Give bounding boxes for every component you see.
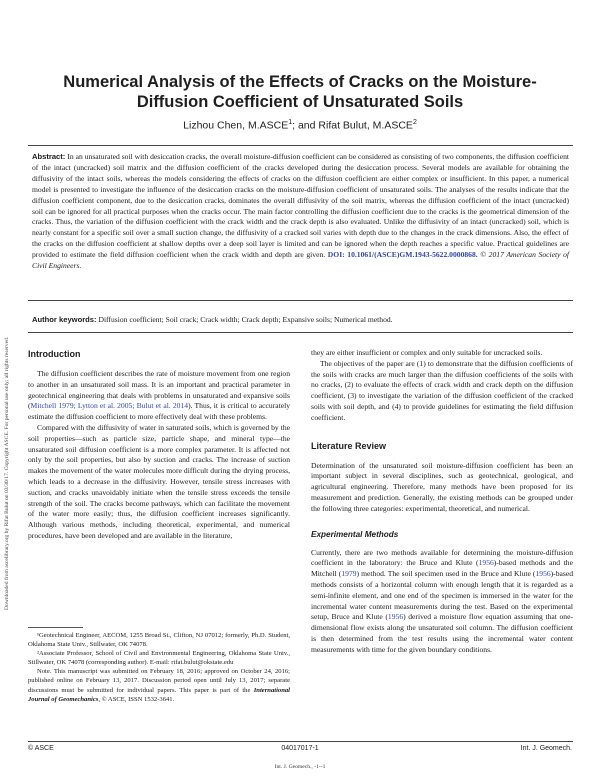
intro-p1-text-b: ). Thus, it is critical to accurately estimate the diffusion coefficient to more effectively deal with these problems.: [28, 401, 290, 422]
keywords-label: Author keywords:: [32, 315, 97, 324]
abstract-paragraph: [32, 152, 569, 272]
author-2-mark: 2: [412, 119, 417, 126]
submission-note: [28, 667, 290, 703]
footnote-2: ²Associate Professor, School of Civil and Environmental Engineering, Oklahoma State Univ., Stillwater, OK 74078 (corresponding author). E-mail: rifat.bulut@okstate.edu: [28, 650, 290, 667]
experimental-methods-paragraph: [311, 548, 573, 656]
submission-note-text-a: Note. This manuscript was submitted on February 18, 2016; approved on October 24, 2016; published online on February 13, 2017. Discussion period open until July 13, 2017; separate discussions must be submitted for individual papers. This paper is part of the: [28, 668, 290, 694]
keywords-line: [32, 315, 572, 325]
intro-citations[interactable]: Mitchell 1979; Lytton et al. 2005; Bulut et al. 2014: [30, 401, 189, 411]
citation-bruce-klute-2[interactable]: 1956: [535, 569, 551, 579]
footnote-1: ¹Geotechnical Engineer, AECOM, 1255 Broad St., Clifton, NJ 07012; formerly, Ph.D. Student, Oklahoma State Univ., Stillwater, OK 74078.: [28, 632, 290, 649]
citation-bruce-klute-3[interactable]: 1956: [387, 612, 404, 622]
journal-name: International Journal of Geomechanics: [28, 686, 290, 703]
intro-continuation: they are either insufficient or complex and only suitable for uncracked soils.: [311, 348, 543, 357]
bottom-citation: Int. J. Geomech., -1--1: [274, 764, 326, 770]
copyright-notice: © 2017 American Society of Civil Engineers.: [32, 250, 569, 271]
submission-note-text-b: , © ASCE, ISSN 1532-3641.: [98, 695, 175, 703]
exp-text-b: )-based methods and the Mitchell (: [311, 558, 573, 579]
intro-paragraph-2: Compared with the diffusivity of water in saturated soils, which is governed by the soil properties—such as particle size, particle shape, and mineral type—the unsaturated soil diffusion coefficient is a more complex parameter. It is affected not only by the soil properties, but also by suction and cracks. The increase of suction makes the movement of the water molecules more difficult during the drying process, which leads to a decrease in the diffusivity. However, tensile stress increases with suction, and cracks unavoidably initiate when the tensile stress exceeds the tensile strength of the soil. The cracks become pathways, which can facilitate the movement of the water more easily; thus, the diffusion coefficient increases significantly. Although various methods, including theoretical, experimental, and numerical procedures, have been developed and are available in the literature,: [28, 422, 290, 540]
author-1: Lizhou Chen, M.ASCE: [183, 119, 289, 132]
abstract-box: [28, 145, 573, 301]
exp-text-e: ) derived a moisture flow equation assuming that one-dimensional flow exists along the unsaturated soil column. The diffusion coefficient is then determined from the test results using the incremental water content measurements with time for the given boundary conditions.: [311, 612, 573, 654]
objectives-paragraph: The objectives of the paper are (1) to demonstrate that the diffusion coefficients of the soils with cracks are much larger than the diffusion coefficients of the soils with no cracks, (2) to evaluate the effects of crack width and crack depth on the diffusion coefficient, (3) to investigate the variation of the diffusion coefficient of the cracked soils with soil depth, and (4) to provide guidelines for estimating the field diffusion coefficient.: [311, 358, 573, 422]
exp-text-d: )-based methods consists of a horizontal column with enough length that it is regarded as a semi-infinite element, and one end of the specimen is immersed in the water for the incremental water content measurements during the test. Based on the experimental setup, Bruce and Klute (: [311, 569, 574, 622]
intro-paragraph-1: [28, 369, 290, 423]
citation-mitchell[interactable]: 1979: [341, 569, 357, 579]
keywords-divider: [28, 332, 573, 333]
citation-bruce-klute-1[interactable]: 1956: [478, 558, 494, 568]
right-column: [311, 348, 573, 656]
footer-divider: [28, 741, 573, 742]
abstract-text: In an unsaturated soil with desiccation cracks, the overall moisture-diffusion coefficient can be considered as consisting of two components, the diffusion coefficient of the intact (uncracked) soil matrix and the diffusion coefficient of the cracks developed during the desiccation process. Several models are available for obtaining the diffusivity of the intact soils, whereas the models considering the effects of cracks on the diffusion coefficient are either complex or insufficient. In this paper, a numerical model is presented to investigate the influence of the desiccation cracks on the moisture-diffusion coefficient of unsaturated soils. The analyses of the results indicate that the diffusion coefficient component, due to the desiccation cracks, dominates the overall diffusivity of the soil matrix, whereas the diffusion coefficient of the intact (uncracked) soil can be ignored for all practical purposes when the cracks occur. The main factor controlling the diffusion coefficient due to the cracks is the geometrical dimension of the cracks. Thus, the variation of the diffusion coefficient with the crack width and the crack depth is also evaluated. Unlike the diffusivity of an intact (uncracked) soil, which is nearly constant for a specific soil over a small suction change, the diffusivity of a cracked soil varies with depth due to the changes in the crack dimensions. Also, the effect of the cracks on the diffusion coefficient at shallow depths over a deep soil layer is limited and can be ignored when the depth reaches a specific value. Practical guidelines are provided to estimate the field diffusion coefficient when the crack width and depth are given.: [32, 152, 569, 260]
author-2: Rifat Bulut, M.ASCE: [318, 119, 413, 132]
doi-link[interactable]: DOI: 10.1061/(ASCE)GM.1943-5622.0000868.: [327, 250, 478, 260]
abstract-label: Abstract:: [32, 152, 66, 161]
literature-review-heading: Literature Review: [311, 440, 387, 451]
footer-journal: Int. J. Geomech.: [520, 745, 572, 752]
footer-left: © ASCE: [28, 745, 54, 752]
keywords-text: Diffusion coefficient; Soil crack; Crack width; Crack depth; Expansive soils; Numerical method.: [96, 315, 393, 324]
intro-heading: Introduction: [28, 349, 81, 359]
exp-text-c: ) method. The soil specimen used in the Bruce and Klute (: [356, 569, 536, 579]
footer-page-id: 04017017-1: [281, 745, 319, 752]
left-column: [28, 348, 290, 542]
author-1-mark: 1: [288, 119, 293, 126]
experimental-methods-heading: Experimental Methods: [311, 529, 399, 539]
footnotes: [28, 631, 290, 704]
literature-review-paragraph: Determination of the unsaturated soil moisture-diffusion coefficient has been an important subject in several disciplines, such as geotechnical, geological, and agricultural engineering. Therefore, many methods have been proposed for its measurement and prediction. Generally, the existing methods can be grouped under the following three categories: experimental, theoretical, and numerical.: [311, 460, 573, 513]
paper-title: Numerical Analysis of the Effects of Cracks on the Moisture-Diffusion Coefficient of Unsaturated Soils: [63, 73, 537, 111]
download-notice: Downloaded from ascelibrary.org by Rifat Bulut on 03/30/17. Copyright ASCE. For personal use only; all rights reserved.: [4, 336, 10, 610]
author-separator: ; and: [292, 119, 319, 132]
intro-p1-text-a: The diffusion coefficient describes the rate of moisture movement from one region to another in an unsaturated soil mass. It is an important and practical parameter in geotechnical engineering that deals with problems in unsaturated and expansive soils (: [28, 369, 290, 411]
author-line: [40, 119, 560, 132]
download-sidebar: [3, 140, 17, 610]
exp-text-a: Currently, there are two methods available for determining the moisture-diffusion coefficient in the laboratory: the Bruce and Klute (: [311, 547, 573, 568]
footnote-divider: [28, 627, 83, 628]
